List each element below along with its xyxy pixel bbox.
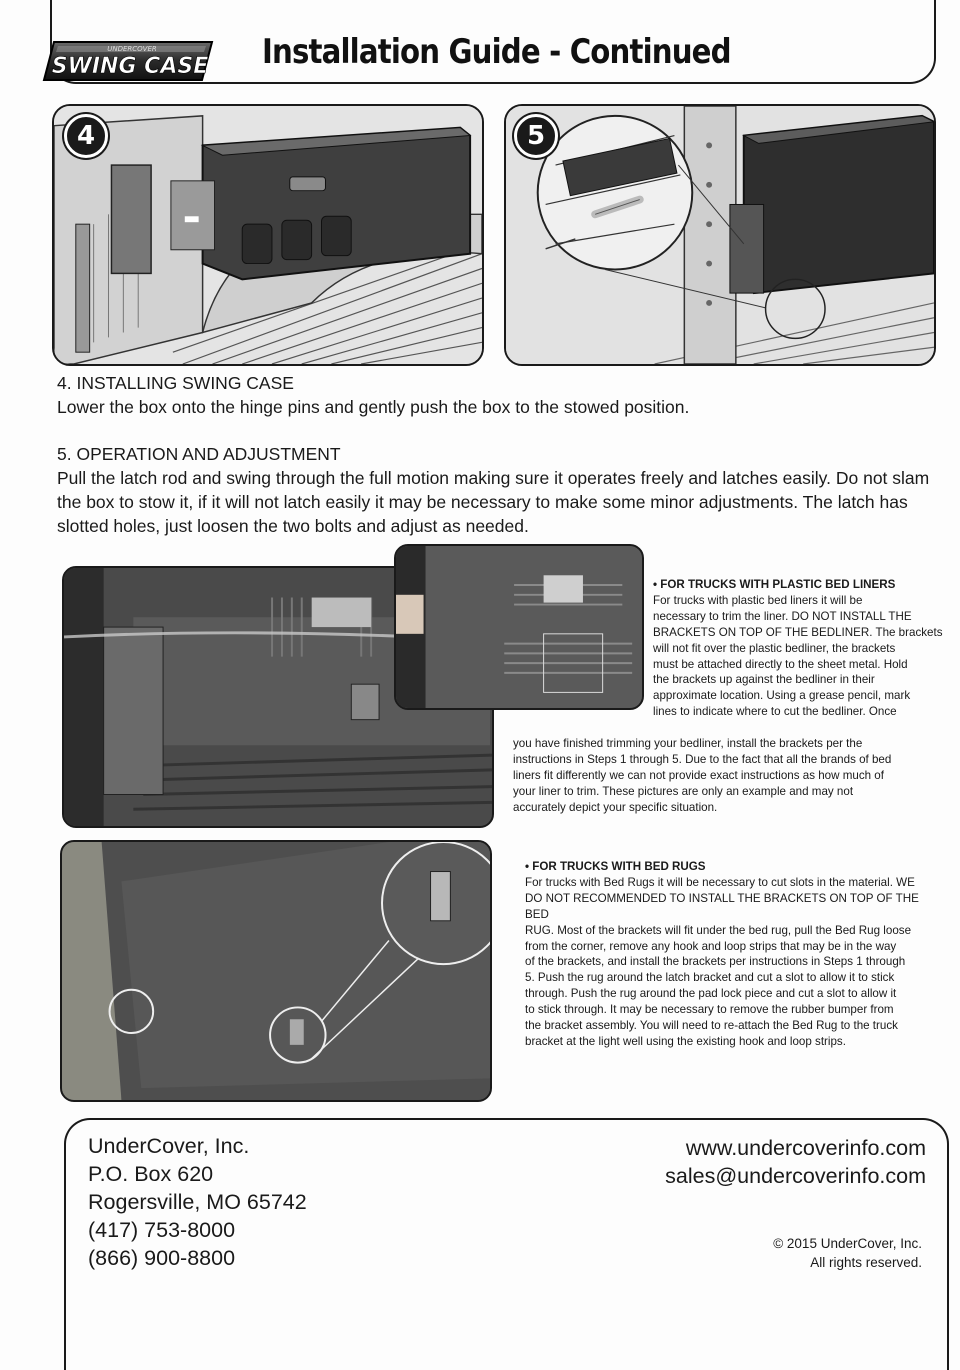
rights-line: All rights reserved. (810, 1255, 922, 1270)
city-state-zip: Rogersville, MO 65742 (88, 1190, 307, 1214)
plastic-liners-note (653, 577, 943, 720)
step-4-heading: 4. INSTALLING SWING CASE (57, 373, 294, 393)
swing-case-logo (40, 38, 216, 84)
rugs-line: RUG. Most of the brackets will fit under the bed rug, pull the Bed Rug loose (525, 923, 912, 937)
liners-line: will not fit over the plastic bedliner, the brackets (653, 641, 896, 655)
svg-text:SWING CASE: SWING CASE (51, 54, 209, 79)
liners-line: your liner to trim. These pictures are only an example and may not (513, 784, 854, 798)
bed-rugs-note (525, 859, 945, 1050)
rugs-line: For trucks with Bed Rugs it will be necessary to cut slots in the material. WE (525, 875, 915, 889)
step-4-badge: 4 (64, 114, 108, 158)
rugs-line: from the corner, remove any hook and loop strips that may be in the way (525, 939, 897, 953)
rugs-line: through. Push the rug around the pad lock piece and cut a slot to allow it (525, 987, 897, 1001)
bed-rug-photo (60, 840, 492, 1102)
liners-line: instructions in Steps 1 through 5. Due to the fact that all the brands of bed (513, 752, 892, 766)
bed-rugs-title: • FOR TRUCKS WITH BED RUGS (525, 860, 706, 873)
rugs-line: DO NOT RECOMMENDED TO INSTALL THE BRACKETS ON TOP OF THE BED (525, 891, 919, 921)
liners-line: must be attached directly to the sheet metal. Hold (653, 657, 908, 671)
copyright (773, 1234, 922, 1272)
web-contact (665, 1134, 926, 1190)
rugs-line: of the brackets, and install the brackets per instructions in Steps 1 through (525, 955, 906, 969)
company-name: UnderCover, Inc. (88, 1134, 250, 1158)
liners-line: necessary to trim the liner. DO NOT INSTALL THE (653, 609, 912, 623)
rugs-line: 5. Push the rug around the latch bracket and cut a slot to allow it to stick (525, 971, 895, 985)
phone-tollfree: (866) 900-8800 (88, 1246, 236, 1270)
liners-line: the brackets up against the bedliner in their (653, 673, 875, 687)
step-5-body: Pull the latch rod and swing through the full motion making sure it operates freely and latches easily. Do not slam the box to stow it, if it will not latch easily it may be necessary to make some minor adjustments. The latch has slotted holes, just loosen the two bolts and adjust as needed. (57, 468, 930, 536)
installation-steps (57, 371, 937, 538)
rugs-line: the bracket assembly. You will need to re-attach the Bed Rug to the truck (525, 1019, 898, 1033)
step-4-body: Lower the box onto the hinge pins and gently push the box to the stowed position. (57, 397, 690, 417)
phone-local: (417) 753-8000 (88, 1218, 236, 1242)
plastic-liners-title: • FOR TRUCKS WITH PLASTIC BED LINERS (653, 578, 896, 591)
step-5-figure (504, 104, 936, 366)
email-link[interactable]: sales@undercoverinfo.com (665, 1164, 926, 1188)
rugs-line: bracket at the light well using the existing hook and loop strips. (525, 1034, 846, 1048)
website-link[interactable]: www.undercoverinfo.com (685, 1136, 926, 1160)
po-box: P.O. Box 620 (88, 1162, 214, 1186)
liners-line: accurately depict your specific situation. (513, 800, 718, 814)
page-title: Installation Guide - Continued (262, 32, 731, 72)
rugs-line: to stick through. It may be necessary to remove the rubber bumper from (525, 1003, 894, 1017)
bed-liner-inset-photo (394, 544, 644, 710)
liners-line: For trucks with plastic bed liners it will be (653, 593, 863, 607)
liners-line: approximate location. Using a grease pencil, mark (653, 689, 911, 703)
company-address (88, 1132, 307, 1272)
liners-line: lines to indicate where to cut the bedliner. Once (653, 705, 897, 719)
plastic-liners-note-continued (513, 736, 943, 816)
step-4-figure (52, 104, 484, 366)
step-5-heading: 5. OPERATION AND ADJUSTMENT (57, 444, 341, 464)
step-5-badge: 5 (514, 114, 558, 158)
svg-text:UNDERCOVER: UNDERCOVER (107, 45, 157, 53)
liners-line: BRACKETS ON TOP OF THE BEDLINER. The brackets (653, 625, 943, 639)
liners-line: liners fit differently we can not provide exact instructions as how much of (513, 768, 884, 782)
liners-line: you have finished trimming your bedliner, install the brackets per the (513, 737, 863, 750)
copyright-line: © 2015 UnderCover, Inc. (773, 1236, 922, 1251)
